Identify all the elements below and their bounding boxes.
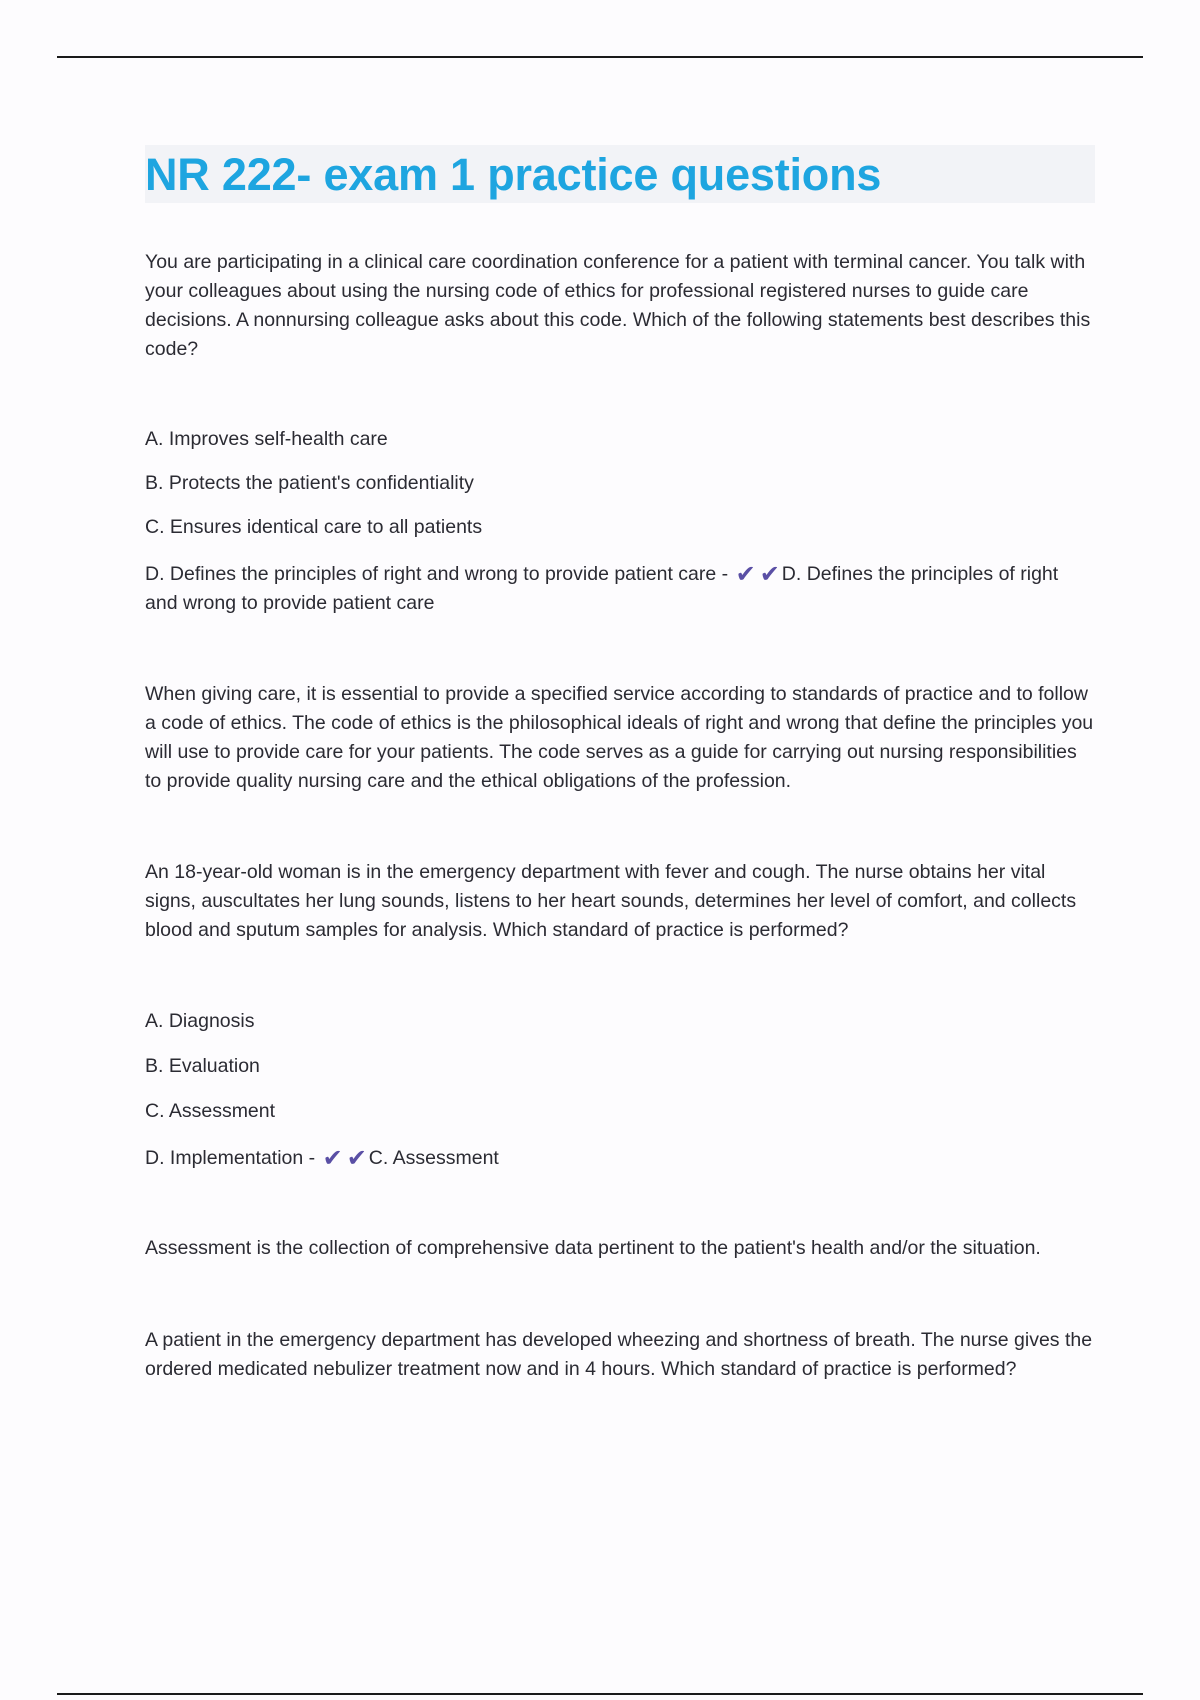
question-1-option-d-text: D. Defines the principles of right and wrong to provide patient care - <box>145 563 729 585</box>
answer-checks <box>734 561 782 588</box>
question-2-option-d <box>145 1144 1095 1173</box>
check-icon: ✔ <box>759 561 780 588</box>
question-3-stem: A patient in the emergency department has developed wheezing and shortness of breath. The nurse gives the ordered medicated nebulizer treatment now and in 4 hours. Which standard of practice is performed? <box>145 1329 1093 1380</box>
question-2-option-c: C. Assessment <box>145 1100 276 1122</box>
check-icon: ✔ <box>322 1145 343 1172</box>
check-icon: ✔ <box>346 1145 367 1172</box>
question-1-rationale: When giving care, it is essential to provide a specified service according to standards of practice and to follow a code of ethics. The code of ethics is the philosophical ideals of right and wrong that define the principles you will use to provide care for your patients. The code serves as a guide for carrying out nursing responsibilities to provide quality nursing care and the ethical obligations of the profession. <box>145 683 1094 792</box>
question-2-answer: C. Assessment <box>368 1147 499 1169</box>
question-2-option-a: A. Diagnosis <box>145 1010 255 1032</box>
question-2-stem: An 18-year-old woman is in the emergency department with fever and cough. The nurse obtains her vital signs, auscultates her lung sounds, listens to her heart sounds, determines her level of comfort, and collects blood and sputum samples for analysis. Which standard of practice is performed? <box>145 861 1077 941</box>
top-rule <box>57 56 1143 58</box>
page-title: NR 222- exam 1 practice questions <box>145 148 882 200</box>
question-1-answer: D. Defines the principles of right and wrong to provide patient care <box>145 563 1059 614</box>
document-body <box>145 145 1095 1384</box>
question-1-option-c: C. Ensures identical care to all patients <box>145 516 483 538</box>
question-2-option-b: B. Evaluation <box>145 1055 260 1077</box>
question-1-option-d <box>145 560 1095 618</box>
question-2-rationale: Assessment is the collection of comprehensive data pertinent to the patient's health and/or the situation. <box>145 1237 1041 1259</box>
question-1-option-a: A. Improves self-health care <box>145 428 388 450</box>
bottom-rule <box>57 1693 1143 1695</box>
answer-checks <box>321 1145 369 1172</box>
question-2-option-d-text: D. Implementation - <box>145 1147 316 1169</box>
check-icon: ✔ <box>735 561 756 588</box>
question-1-option-b: B. Protects the patient's confidentiality <box>145 472 474 494</box>
question-1-stem: You are participating in a clinical care coordination conference for a patient with terminal cancer. You talk with your colleagues about using the nursing code of ethics for professional registered nurses to guide care decisions. A nonnursing colleague asks about this code. Which of the following statements best describes this code? <box>145 251 1091 360</box>
title-band <box>145 145 1095 203</box>
